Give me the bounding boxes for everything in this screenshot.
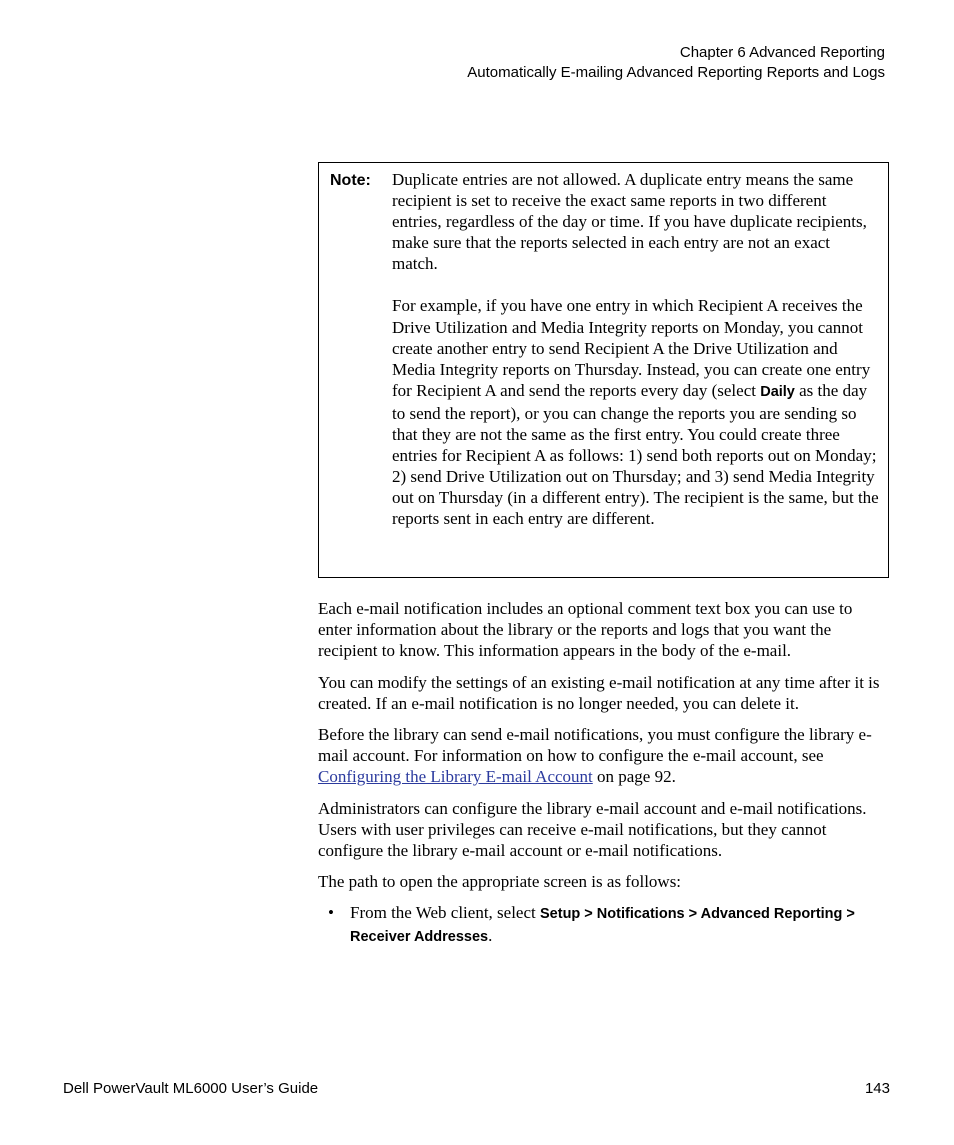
note-text-run: For example, if you have one entry in which Recipient A receives the Drive Utilization and Media Integrity reports on Monday, you cannot create another entry to send Recipient A the Drive Utilization and Media Integrity reports on Thursday. Instead, you can create one entry for Recipient A and send the reports every day (select [392,296,871,400]
list-item [318,902,890,948]
text-run: From the Web client, select [350,903,540,923]
note-text [392,169,880,530]
bullet-icon: • [328,903,334,923]
ui-term-daily: Daily [760,383,795,400]
configuring-email-account-link[interactable]: Configuring the Library E-mail Account [318,767,593,787]
body-paragraph-4: Administrators can configure the library e-mail account and e-mail notifications. Users with user privileges can receive e-mail notifications, but they cannot configure the library e-mail account or e-mail notifications. [318,798,867,861]
page-header [467,43,885,83]
text-run: on page 92. [592,767,676,787]
body-paragraph-2: You can modify the settings of an existing e-mail notification at any time after it is created. If an e-mail notification is no longer needed, you can delete it. [318,672,880,713]
note-text-run: as the day to send the report), or you can change the reports you are sending so that they are not the same as the first entry. You could create three entries for Recipient A as follows: 1) send both reports out on Monday; 2) send Drive Utilization out on Thursday; and 3) send Media Integrity out on Thursday (in a different entry). The recipient is the same, but the reports sent in each entry are different. [392,380,879,529]
note-box [318,162,889,578]
body-paragraph-3 [318,724,890,788]
bullet-list [318,902,890,948]
section-title: Automatically E-mailing Advanced Reporting Reports and Logs [467,64,885,81]
text-run: Before the library can send e-mail notifications, you must configure the library e-mail account. For information on how to configure the e-mail account, see [318,725,872,766]
body-paragraph-1: Each e-mail notification includes an optional comment text box you can use to enter information about the library or the reports and logs that you want the recipient to know. This information appears in the body of the e-mail. [318,599,853,661]
page-number: 143 [864,1080,890,1097]
note-label: Note: [330,172,371,189]
body-text [318,598,890,948]
chapter-title: Chapter 6 Advanced Reporting [679,44,885,61]
ui-path-receiver-addresses: Setup > Notifications > Advanced Reporting > Receiver Addresses [350,906,855,946]
body-paragraph-5: The path to open the appropriate screen is as follows: [318,872,682,892]
note-paragraph-1: Duplicate entries are not allowed. A duplicate entry means the same recipient is set to receive the exact same reports in two different entries, regardless of the day or time. If you have duplicate recipients, make sure that the reports selected in each entry are not an exact match. [392,170,867,274]
note-paragraph-2 [392,295,880,529]
footer-guide-title: Dell PowerVault ML6000 User’s Guide [63,1080,319,1097]
text-run: . [488,926,493,946]
